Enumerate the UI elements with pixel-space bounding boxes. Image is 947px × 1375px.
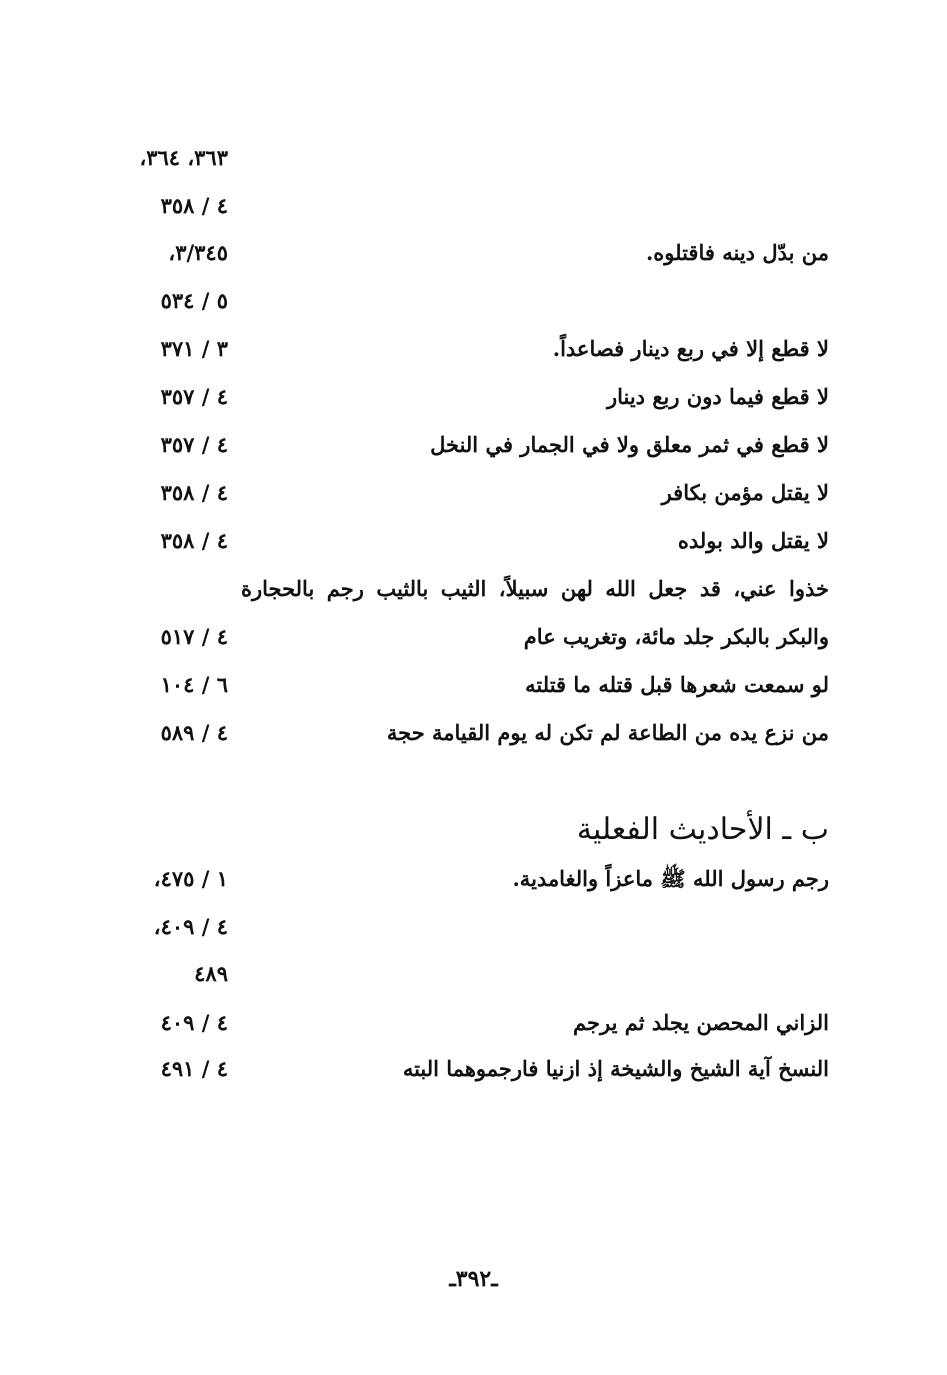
index-row (0, 429, 947, 469)
index-row (0, 573, 947, 613)
volume-page-ref: ٤ / ٤٩١ (160, 1056, 228, 1081)
volume-page-ref: ٣/٣٤٥، (168, 240, 228, 265)
volume-page-ref: ٤ / ٤٠٩، (153, 914, 228, 939)
volume-page-ref: ٦ / ١٠٤ (160, 672, 228, 697)
hadith-text: والبكر بالبكر جلد مائة، وتغريب عام (523, 624, 829, 649)
index-row (0, 621, 947, 661)
hadith-text: لا قطع إلا في ربع دينار فصاعداً. (552, 336, 829, 361)
section-heading: ب ـ الأحاديث الفعلية (576, 812, 829, 847)
volume-page-ref: ٣٦٣، ٣٦٤، (139, 145, 228, 170)
index-row (0, 1007, 947, 1047)
volume-page-ref: ٤ / ٥٨٩ (160, 720, 228, 745)
index-row (0, 333, 947, 373)
volume-page-ref: ٤ / ٣٥٧ (160, 432, 228, 457)
hadith-text: لا قطع فيما دون ربع دينار (606, 384, 829, 409)
hadith-text: الزاني المحصن يجلد ثم يرجم (573, 1010, 829, 1035)
hadith-text: لو سمعت شعرها قبل قتله ما قتلته (525, 672, 829, 697)
volume-page-ref: ٣ / ٣٧١ (160, 336, 228, 361)
index-row (0, 911, 947, 951)
index-row (0, 142, 947, 182)
index-row (0, 669, 947, 709)
volume-page-ref: ٤٨٩ (194, 961, 228, 986)
index-row (0, 863, 947, 903)
volume-page-ref: ٤ / ٣٥٨ (160, 193, 228, 218)
volume-page-ref: ١ / ٤٧٥، (153, 866, 228, 891)
volume-page-ref: ٤ / ٥١٧ (160, 624, 228, 649)
hadith-text: لا قطع في ثمر معلق ولا في الجمار في النخل (430, 432, 829, 457)
index-row (0, 285, 947, 325)
volume-page-ref: ٤ / ٣٥٨ (160, 528, 228, 553)
hadith-text: لا يقتل والد بولده (677, 528, 829, 553)
volume-page-ref: ٥ / ٥٣٤ (160, 288, 228, 313)
volume-page-ref: ٤ / ٤٠٩ (160, 1010, 228, 1035)
index-row (0, 381, 947, 421)
hadith-text: من نزع يده من الطاعة لم تكن له يوم القيامة حجة (386, 720, 829, 745)
index-row (0, 237, 947, 277)
index-row (0, 717, 947, 757)
hadith-text: لا يقتل مؤمن بكافر (661, 480, 829, 505)
hadith-text: خذوا عني، قد جعل الله لهن سبيلاً، الثيب بالثيب رجم بالحجارة (241, 576, 829, 601)
volume-page-ref: ٤ / ٣٥٧ (160, 384, 228, 409)
hadith-text: رجم رسول الله ﷺ ماعزاً والغامدية. (512, 866, 829, 891)
index-row (0, 477, 947, 517)
index-row (0, 525, 947, 565)
volume-page-ref: ٤ / ٣٥٨ (160, 480, 228, 505)
index-row (0, 1053, 947, 1093)
index-row (0, 958, 947, 998)
hadith-text: من بدّل دينه فاقتلوه. (645, 240, 829, 265)
hadith-text: النسخ آية الشيخ والشيخة إذ ازنيا فارجموهما البته (402, 1056, 829, 1081)
index-row (0, 190, 947, 230)
page-number: ـ٣٩٢ـ (449, 1266, 498, 1292)
